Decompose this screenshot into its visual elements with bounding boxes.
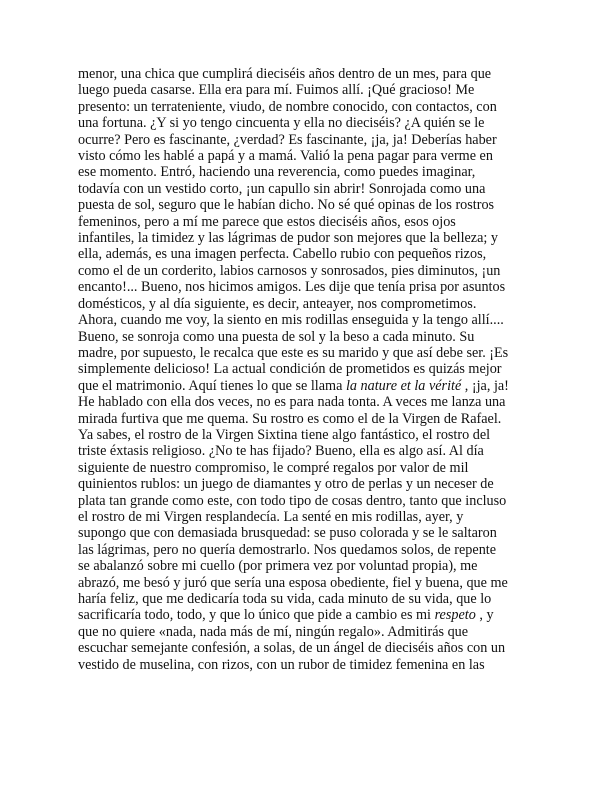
text-segment: He hablado con ella dos veces, no es para nada tonta. A veces me lanza una (78, 394, 506, 411)
text-line (78, 525, 538, 541)
text-line (78, 460, 538, 476)
text-line (78, 279, 538, 295)
text-segment: mirada furtiva que me quema. Su rostro es como el de la Virgen de Rafael. (78, 410, 502, 427)
text-segment: triste éxtasis religioso. ¿No te has fijado? Bueno, ella es algo así. Al día (78, 443, 484, 460)
text-line (78, 640, 538, 656)
text-segment: presento: un terrateniente, viudo, de nombre conocido, con contactos, con (78, 98, 497, 115)
text-segment: , ¡ja, ja! (461, 377, 509, 394)
text-line (78, 148, 538, 164)
text-segment: Ya sabes, el rostro de la Virgen Sixtina tiene algo fantástico, el rostro del (78, 426, 491, 443)
text-segment: siguiente de nuestro compromiso, le compré regalos por valor de mil (78, 459, 469, 476)
text-line (78, 394, 538, 410)
text-line (78, 542, 538, 558)
text-line (78, 476, 538, 492)
text-line (78, 607, 538, 623)
text-segment: sacrificaría todo, todo, y que lo único que pide a cambio es mi (78, 607, 435, 624)
text-segment: ella, además, es una imagen perfecta. Cabello rubio con pequeños rizos, (78, 246, 487, 263)
text-line (78, 246, 538, 262)
text-line (78, 296, 538, 312)
text-line (78, 575, 538, 591)
text-segment: , y (475, 607, 494, 624)
text-line (78, 657, 538, 673)
text-segment: todavía con un vestido corto, ¡un capullo sin abrir! Sonrojada como una (78, 180, 486, 197)
text-line (78, 132, 538, 148)
body-text (78, 66, 538, 673)
text-line (78, 197, 538, 213)
text-segment: domésticos, y al día siguiente, es decir, anteayer, nos comprometimos. (78, 295, 477, 312)
text-segment: madre, por supuesto, le recalca que este es su marido y que así debe ser. ¡Es (78, 344, 509, 361)
text-line (78, 115, 538, 131)
text-segment: que no quiere «nada, nada más de mí, ningún regalo». Admitirás que (78, 623, 469, 640)
text-line (78, 509, 538, 525)
text-line (78, 361, 538, 377)
text-segment: escuchar semejante confesión, a solas, de un ángel de dieciséis años con un (78, 640, 506, 657)
text-line (78, 427, 538, 443)
text-line (78, 66, 538, 82)
text-segment: luego pueda casarse. Ella era para mí. Fuimos allí. ¡Qué gracioso! Me (78, 82, 475, 99)
text-segment: vestido de muselina, con rizos, con un rubor de timidez femenina en las (78, 656, 485, 673)
text-segment: ocurre? Pero es fascinante, ¿verdad? Es fascinante, ¡ja, ja! Deberías haber (78, 131, 497, 148)
text-segment: encanto!... Bueno, nos hicimos amigos. Les dije que tenía prisa por asuntos (78, 279, 506, 296)
text-segment: las lágrimas, pero no quería demostrarlo. Nos quedamos solos, de repente (78, 541, 497, 558)
text-segment: se abalanzó sobre mi cuello (por primera vez por voluntad propia), me (78, 558, 478, 575)
text-line (78, 164, 538, 180)
text-line (78, 312, 538, 328)
text-line (78, 214, 538, 230)
text-segment: simplemente delicioso! La actual condición de prometidos es quizás mejor (78, 361, 502, 378)
text-segment: una fortuna. ¿Y si yo tengo cincuenta y ella no dieciséis? ¿A quién se le (78, 115, 485, 132)
text-line (78, 99, 538, 115)
text-line (78, 345, 538, 361)
text-line (78, 82, 538, 98)
text-segment: menor, una chica que cumplirá dieciséis años dentro de un mes, para que (78, 66, 492, 82)
text-line (78, 624, 538, 640)
text-line (78, 493, 538, 509)
text-line (78, 181, 538, 197)
text-line (78, 411, 538, 427)
text-line (78, 329, 538, 345)
text-segment: plata tan grande como este, con todo tipo de cosas dentro, tanto que incluso (78, 492, 507, 509)
italic-phrase: la nature et la vérité (345, 377, 462, 394)
text-segment: puesta de sol, seguro que le habían dicho. No sé qué opinas de los rostros (78, 197, 495, 214)
text-segment: que el matrimonio. Aquí tienes lo que se llama (78, 377, 346, 394)
italic-phrase: respeto (434, 607, 476, 624)
text-line (78, 443, 538, 459)
text-segment: infantiles, la timidez y las lágrimas de pudor son mejores que la belleza; y (78, 230, 498, 247)
text-segment: quinientos rublos: un juego de diamantes y otro de perlas y un neceser de (78, 476, 494, 493)
text-line (78, 230, 538, 246)
text-segment: el rostro de mi Virgen resplandecía. La senté en mis rodillas, ayer, y (78, 508, 464, 525)
text-segment: femeninos, pero a mí me parece que estos dieciséis años, esos ojos (78, 213, 456, 230)
text-segment: abrazó, me besó y juró que sería una esposa obediente, fiel y buena, que me (78, 574, 508, 591)
text-segment: Bueno, se sonroja como una puesta de sol y la beso a cada minuto. Su (78, 328, 475, 345)
text-line (78, 591, 538, 607)
text-segment: ese momento. Entró, haciendo una reverencia, como puedes imaginar, (78, 164, 476, 181)
text-segment: visto cómo les hablé a papá y a mamá. Valió la pena pagar para verme en (78, 148, 493, 165)
text-line (78, 558, 538, 574)
text-segment: Ahora, cuando me voy, la siento en mis rodillas enseguida y la tengo allí.... (78, 312, 504, 329)
text-line (78, 263, 538, 279)
text-segment: supongo que con demasiada brusquedad: se puso colorada y se le saltaron (78, 525, 497, 542)
text-line (78, 378, 538, 394)
text-segment: haría feliz, que me dedicaría toda su vida, cada minuto de su vida, que lo (78, 591, 492, 607)
text-segment: como el de un corderito, labios carnosos y sonrosados, pies diminutos, ¡un (78, 262, 501, 279)
